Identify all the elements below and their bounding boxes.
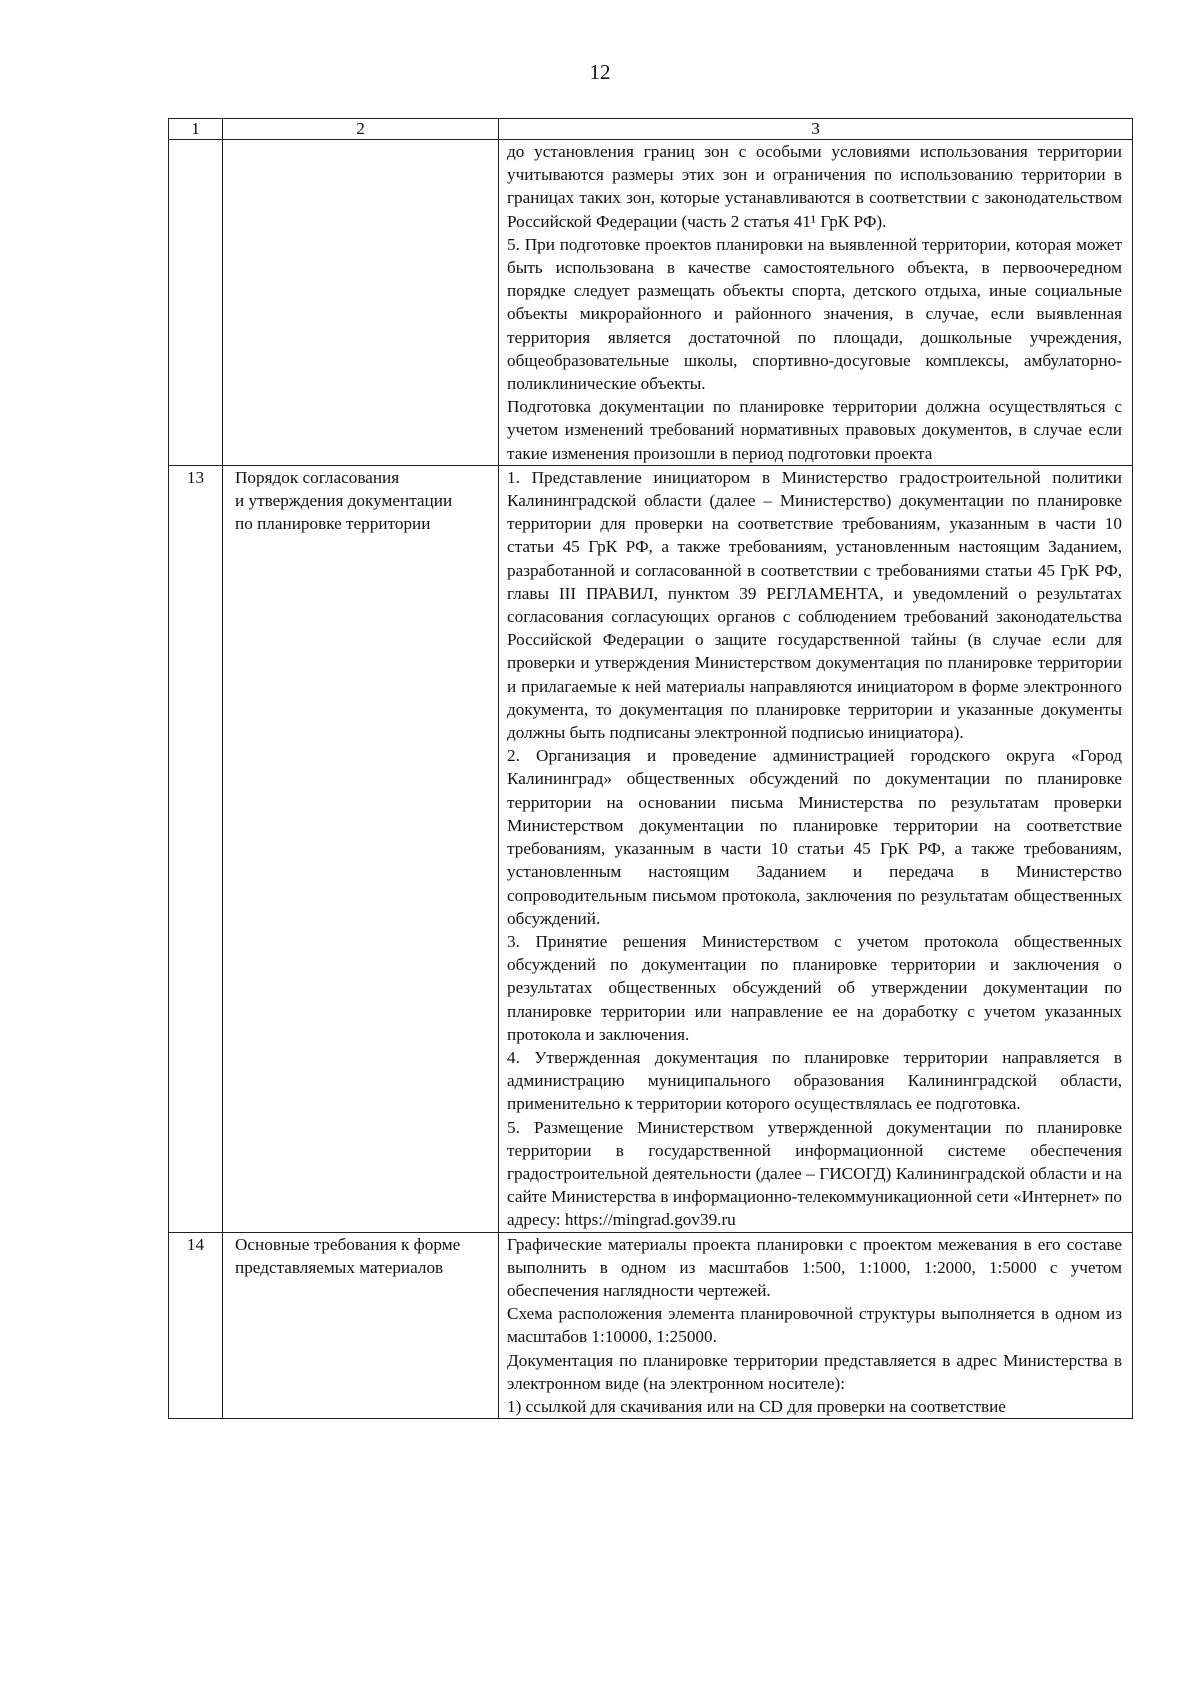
row-number: 13 — [169, 465, 223, 1232]
row-title — [223, 1232, 499, 1419]
row-title-line: Порядок согласования — [235, 467, 400, 487]
paragraph: 1) ссылкой для скачивания или на CD для проверки на соответствие — [507, 1396, 1006, 1416]
table-row-continuation — [169, 140, 1133, 466]
table-header-row — [169, 119, 1133, 140]
table-row-13 — [169, 465, 1133, 1232]
paragraph: Документация по планировке территории представляется в адрес Министерства в электронном виде (на электронном носителе): — [507, 1350, 1122, 1393]
row-number — [169, 140, 223, 466]
row-title — [223, 140, 499, 466]
paragraph: 4. Утвержденная документация по планировке территории направляется в администрацию муниципального образования Калининградской области, применительно к территории которого осуществлялась ее подготовка. — [507, 1047, 1122, 1114]
header-col-2: 2 — [223, 119, 499, 140]
page-number: 12 — [589, 60, 611, 84]
row-content — [499, 1232, 1133, 1419]
table-row-14 — [169, 1232, 1133, 1419]
header-col-1: 1 — [169, 119, 223, 140]
row-title-line: Основные требования к форме — [235, 1234, 461, 1254]
row-content — [499, 140, 1133, 466]
row-title-line: представляемых материалов — [235, 1257, 444, 1277]
paragraph: Графические материалы проекта планировки с проектом межевания в его составе выполнить в одном из масштабов 1:500, 1:1000, 1:2000, 1:5000 с учетом обеспечения наглядности чертежей. — [507, 1234, 1122, 1300]
paragraph: Подготовка документации по планировке территории должна осуществляться с учетом изменений требований нормативных правовых документов, в случае если такие изменения произошли в период подготовки проекта — [507, 397, 1122, 463]
paragraph: 2. Организация и проведение администрацией городского округа «Город Калининград» общественных обсуждений по документации по планировке территории на основании письма Министерства по результатам проверки Министерством документации по планировке территории на соответствие требованиям, указанным в части 10 статьи 45 ГрК РФ, а также требованиям, установленным настоящим Заданием и передача в Министерство сопроводительным письмом протокола, заключения по результатам общественных обсуждений. — [507, 746, 1122, 928]
row-title-line: и утверждения документации — [235, 491, 453, 511]
row-content — [499, 465, 1133, 1232]
row-title-line: по планировке территории — [235, 514, 431, 534]
paragraph: 3. Принятие решения Министерством с учетом протокола общественных обсуждений по документации по планировке территории и заключения о результатах общественных обсуждений об утверждении документации по планировке территории или направление ее на доработку с учетом указанных протокола и заключения. — [507, 931, 1122, 1044]
requirements-table — [168, 118, 1133, 1419]
header-col-3: 3 — [499, 119, 1133, 140]
paragraph: 5. При подготовке проектов планировки на выявленной территории, которая может быть использована в качестве самостоятельного объекта, в первоочередном порядке следует размещать объекты спорта, детского отдыха, иные социальные объекты микрорайонного и районного значения, в случае, если выявленная территория является достаточной по площади, дошкольные учреждения, общеобразовательные школы, спортивно-досуговые комплексы, амбулаторно-поликлинические объекты. — [507, 234, 1122, 394]
paragraph: 5. Размещение Министерством утвержденной документации по планировке территории в государственной информационной системе обеспечения градостроительной деятельности (далее – ГИСОГД) Калининградской области и на сайте Министерства в информационно-телекоммуникационной сети «Интернет» по адресу: https://mingrad.gov39.ru — [507, 1117, 1122, 1230]
paragraph: 1. Представление инициатором в Министерство градостроительной политики Калининградской области (далее – Министерство) документации по планировке территории для проверки на соответствие требованиям, указанным в части 10 статьи 45 ГрК РФ, а также требованиям, установленным настоящим Заданием, разработанной и согласованной в соответствии с требованиями статьи 45 ГрК РФ, главы III ПРАВИЛ, пунктом 39 РЕГЛАМЕНТА, и уведомлений о результатах согласования согласующих органов с соблюдением требований законодательства Российской Федерации о защите государственной тайны (в случае если для проверки и утверждения Министерством документация по планировке территории и прилагаемые к ней материалы направляются инициатором в форме электронного документа, то документация по планировке территории и указанные документы должны быть подписаны электронной подписью инициатора). — [507, 467, 1122, 743]
row-number: 14 — [169, 1232, 223, 1419]
paragraph: до установления границ зон с особыми условиями использования территории учитываются размеры этих зон и ограничения по использованию территории в границах таких зон, которые устанавливаются в соответствии с законодательством Российской Федерации (часть 2 статья 41¹ ГрК РФ). — [507, 142, 1122, 231]
paragraph: Схема расположения элемента планировочной структуры выполняется в одном из масштабов 1:10000, 1:25000. — [507, 1304, 1122, 1347]
row-title — [223, 465, 499, 1232]
